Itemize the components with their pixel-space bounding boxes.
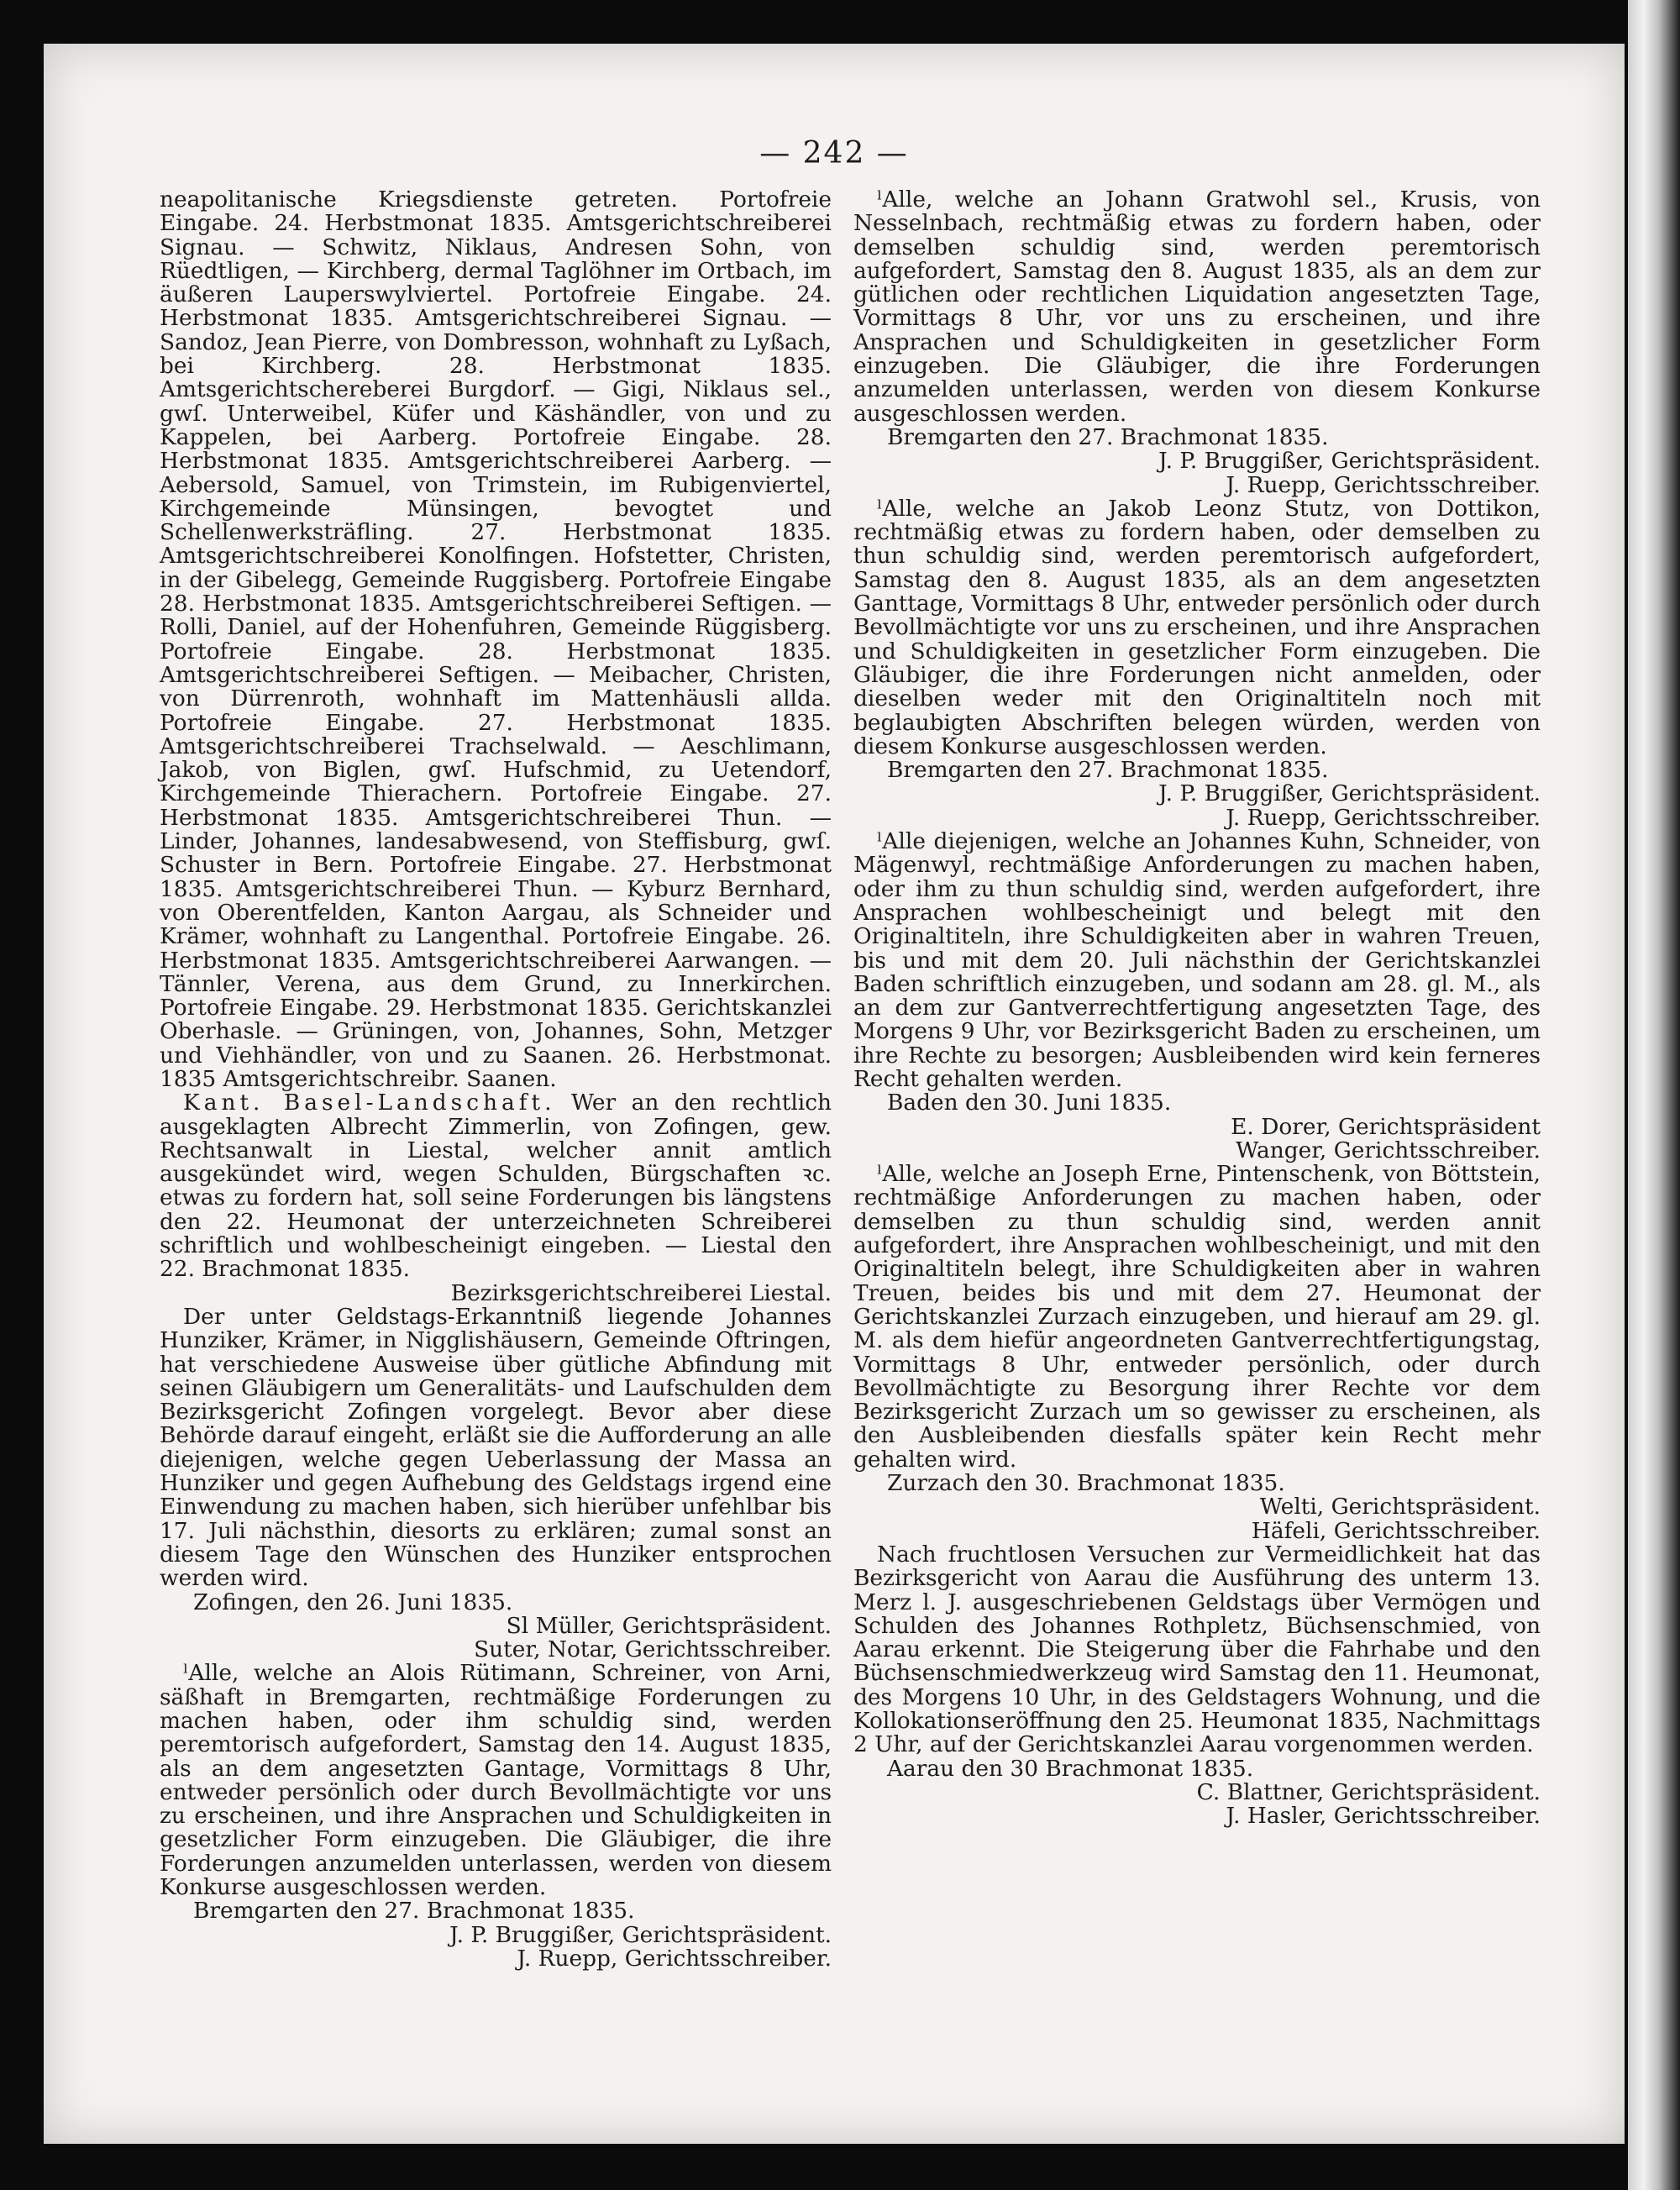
erne-signature-clerk: Häfeli, Gerichtsschreiber. [1251, 1517, 1541, 1544]
basel-notice [160, 1091, 832, 1281]
hunziker-signature-clerk: Suter, Notar, Gerichtsschreiber. [474, 1636, 832, 1663]
hunziker-dateline: Zofingen, den 26. Juni 1835. [193, 1589, 513, 1615]
stutz-signature-clerk: J. Ruepp, Gerichtsschreiber. [1226, 804, 1541, 831]
basel-signature: Bezirksgerichtschreiberei Liestal. [450, 1279, 832, 1306]
rothpletz-notice: Nach fruchtlosen Versuchen zur Vermeidlichkeit hat das Bezirksgericht von Aarau die Ausführung des unterm 13. Merz l. J. ausgeschriebenen Geldstags über Vermögen und Schulden des Johannes Rothpletz, Büchsenschmied, von Aarau erkennt. Die Steigerung über die Fahrhabe und den Büchsenschmiedwerkzeug wird Samstag den 11. Heumonat, des Morgens 10 Uhr, in des Geldstagers Wohnung, und die Kollokationseröffnung den 25. Heumonat 1835, Nachmittags 2 Uhr, auf der Gerichtskanzlei Aarau vorgenommen werden. [853, 1541, 1541, 1758]
gratwohl-notice: ˡAlle, welche an Johann Gratwohl sel., Krusis, von Nesselnbach, rechtmäßig etwas zu fordern haben, oder demselben schuldig sind, werden peremtorisch aufgefordert, Samstag den 8. August 1835, als an dem zur gütlichen oder rechtlichen Liquidation angesetzten Tage, Vormittags 8 Uhr, vor uns zu erscheinen, und ihre Ansprachen und Schuldigkeiten in gesetzlicher Form einzugeben. Die Gläubiger, die ihre Forderungen anzumelden unterlassen, werden von diesem Konkurse ausgeschlossen werden. [853, 186, 1541, 427]
kuhn-dateline: Baden den 30. Juni 1835. [887, 1090, 1172, 1116]
basel-text: Wer an den rechtlich ausgeklagten Albrecht Zimmerlin, von Zofingen, gew. Rechtsanwalt in Liestal, welcher annit amtlich ausgekündet wird, wegen Schulden, Bürgschaften ꝛc. etwas zu fordern hat, soll seine Forderungen bis längstens den 22. Heumonat der unterzeichneten Schreiberei schriftlich und wohlbescheinigt eingeben. — Liestal den 22. Brachmonat 1835. [160, 1090, 832, 1283]
ruetimann-signature-president: J. P. Bruggißer, Gerichtspräsident. [449, 1921, 832, 1948]
stutz-signature-president: J. P. Bruggißer, Gerichtspräsident. [1158, 780, 1541, 807]
basel-heading: Kant. Basel-Landschaft. [183, 1090, 556, 1116]
rothpletz-signature-clerk: J. Hasler, Gerichtsschreiber. [1226, 1803, 1541, 1830]
ruetimann-signature-clerk: J. Ruepp, Gerichtsschreiber. [517, 1945, 832, 1972]
gratwohl-dateline: Bremgarten den 27. Brachmonat 1835. [887, 423, 1329, 450]
page-number: — 242 — [759, 136, 909, 171]
erne-signature-president: Welti, Gerichtspräsident. [1259, 1494, 1541, 1520]
scan-page-edge [1628, 0, 1680, 2190]
kuhn-signature-clerk: Wanger, Gerichtsschreiber. [1236, 1137, 1541, 1163]
gratwohl-signature-clerk: J. Ruepp, Gerichtsschreiber. [1226, 471, 1541, 498]
rothpletz-dateline: Aarau den 30 Brachmonat 1835. [887, 1755, 1254, 1782]
gratwohl-signature-president: J. P. Bruggißer, Gerichtspräsident. [1158, 448, 1541, 475]
bern-insolvency-list: neapolitanische Kriegsdienste getreten. Portofreie Eingabe. 24. Herbstmonat 1835. Amtsgerichtschreiberei Signau. — Schwitz, Niklaus, Andresen Sohn, von Rüedtligen, — Kirchberg, dermal Taglöhner im Ortbach, im äußeren Lauperswylviertel. Portofreie Eingabe. 24. Herbstmonat 1835. Amtsgerichtschreiberei Signau. — Sandoz, Jean Pierre, von Dombresson, wohnhaft zu Lyßach, bei Kirchberg. 28. Herbstmonat 1835. Amtsgerichtschereberei Burgdorf. — Gigi, Niklaus sel., gwſ. Unterweibel, Küfer und Käshändler, von und zu Kappelen, bei Aarberg. Portofreie Eingabe. 28. Herbstmonat 1835. Amtsgerichtschreiberei Aarberg. — Aebersold, Samuel, von Trimstein, im Rubigenviertel, Kirchgemeinde Münsingen, bevogtet und Schellenwerksträfling. 27. Herbstmonat 1835. Amtsgerichtschreiberei Konolfingen. Hofstetter, Christen, in der Gibelegg, Gemeinde Ruggisberg. Portofreie Eingabe 28. Herbstmonat 1835. Amtsgerichtschreiberei Seftigen. — Rolli, Daniel, auf der Hohenfuhren, Gemeinde Rüggisberg. Portofreie Eingabe. 28. Herbstmonat 1835. Amtsgerichtschreiberei Seftigen. — Meibacher, Christen, von Dürrenroth, wohnhaft im Mattenhäusli allda. Portofreie Eingabe. 27. Herbstmonat 1835. Amtsgerichtschreiberei Trachselwald. — Aeschlimann, Jakob, von Biglen, gwſ. Hufschmid, zu Uetendorf, Kirchgemeinde Thierachern. Portofreie Eingabe. 27. Herbstmonat 1835. Amtsgerichtschreiberei Thun. — Linder, Johannes, landesabwesend, von Steffisburg, gwſ. Schuster in Bern. Portofreie Eingabe. 27. Herbstmonat 1835. Amtsgerichtschreiberei Thun. — Kyburz Bernhard, von Oberentfelden, Kanton Aargau, als Schneider und Krämer, wohnhaft zu Langenthal. Portofreie Eingabe. 26. Herbstmonat 1835. Amtsgerichtschreiberei Aarwangen. — Tännler, Verena, aus dem Grund, zu Innerkirchen. Portofreie Eingabe. 29. Herbstmonat 1835. Gerichtskanzlei Oberhasle. — Grüningen, von, Johannes, Sohn, Metzger und Viehhändler, von und zu Saanen. 26. Herbstmonat. 1835 Amtsgerichtschreibr. Saanen. [160, 186, 832, 1092]
erne-dateline: Zurzach den 30. Brachmonat 1835. [887, 1470, 1285, 1497]
hunziker-signature-president: Sl Müller, Gerichtspräsident. [506, 1612, 832, 1639]
newspaper-page [44, 44, 1625, 2144]
hunziker-notice: Der unter Geldstags-Erkanntniß liegende Johannes Hunziker, Krämer, in Nigglishäusern, Gemeinde Oftringen, hat verschiedene Ausweise über gütliche Abfindung mit seinen Gläubigern um Generalitäts- und Laufschulden dem Bezirksgericht Zofingen vorgelegt. Bevor aber diese Behörde darauf eingeht, erläßt sie die Aufforderung an alle diejenigen, welche gegen Ueberlassung der Massa an Hunziker und gegen Aufhebung des Geldstags irgend eine Einwendung zu machen haben, sich hierüber unfehlbar bis 17. Juli nächsthin, diesorts zu erklären; zumal sonst an diesem Tage den Wünschen des Hunziker entsprochen werden wird. [160, 1303, 832, 1592]
ruetimann-notice: ˡAlle, welche an Alois Rütimann, Schreiner, von Arni, säßhaft in Bremgarten, rechtmäßige Forderungen zu machen haben, oder ihm schuldig sind, werden peremtorisch aufgefordert, Samstag den 14. August 1835, als an dem angesetzten Gantage, Vormittags 8 Uhr, entweder persönlich oder durch Bevollmächtigte vor uns zu erscheinen, und ihre Ansprachen und Schuldigkeiten in gesetzlicher Form einzugeben. Die Gläubiger, die ihre Forderungen anzumelden unterlassen, werden von diesem Konkurse ausgeschlossen werden. [160, 1660, 832, 1901]
stutz-notice: ˡAlle, welche an Jakob Leonz Stutz, von Dottikon, rechtmäßig etwas zu fordern haben, oder demselben zu thun schuldig sind, werden peremtorisch aufgefordert, Samstag den 8. August 1835, als an dem angesetzten Ganttage, Vormittags 8 Uhr, entweder persönlich oder durch Bevollmächtigte vor uns zu erscheinen, und ihre Ansprachen und Schuldigkeiten in gesetzlicher Form einzugeben. Die Gläubiger, die ihre Forderungen nicht anmelden, oder dieselben weder mit den Originaltiteln noch mit beglaubigten Abschriften belegen würden, werden von diesem Konkurse ausgeschlossen werden. [853, 495, 1541, 759]
rothpletz-signature-president: C. Blattner, Gerichtspräsident. [1196, 1778, 1541, 1805]
kuhn-signature-president: E. Dorer, Gerichtspräsident [1231, 1113, 1541, 1140]
stutz-dateline: Bremgarten den 27. Brachmonat 1835. [887, 757, 1329, 784]
right-column [853, 188, 1541, 1828]
ruetimann-dateline: Bremgarten den 27. Brachmonat 1835. [193, 1898, 635, 1925]
left-column [160, 188, 832, 1971]
kuhn-notice: ˡAlle diejenigen, welche an Johannes Kuhn, Schneider, von Mägenwyl, rechtmäßige Anforderungen zu machen haben, oder ihm zu thun schuldig sind, werden aufgefordert, ihre Ansprachen wohlbescheinigt und belegt mit den Originaltiteln, ihre Schuldigkeiten aber in wahren Treuen, bis und mit dem 20. Juli nächsthin der Gerichtskanzlei Baden schriftlich einzugeben, und sodann am 28. gl. M., als an dem zur Gantverrechtfertigung angesetzten Tage, des Morgens 9 Uhr, vor Bezirksgericht Baden zu erscheinen, um ihre Rechte zu besorgen; Ausbleibenden wird kein ferneres Recht gehalten werden. [853, 828, 1541, 1092]
erne-notice: ˡAlle, welche an Joseph Erne, Pintenschenk, von Böttstein, rechtmäßige Anforderungen zu machen haben, oder demselben zu thun schuldig sind, werden annit aufgefordert, ihre Ansprachen wohlbescheinigt, und mit den Originaltiteln belegt, ihre Schuldigkeiten aber in wahren Treuen, beides bis und mit dem 27. Heumonat der Gerichtskanzlei Zurzach einzugeben, und hierauf am 29. gl. M. als dem hiefür angeordneten Gantverrechtfertigungstag, Vormittags 8 Uhr, entweder persönlich, oder durch Bevollmächtigte zu Besorgung ihrer Rechte vor dem Bezirksgericht Zurzach um so gewisser zu erscheinen, als den Ausbleibenden diesfalls später kein Recht mehr gehalten wird. [853, 1161, 1541, 1473]
